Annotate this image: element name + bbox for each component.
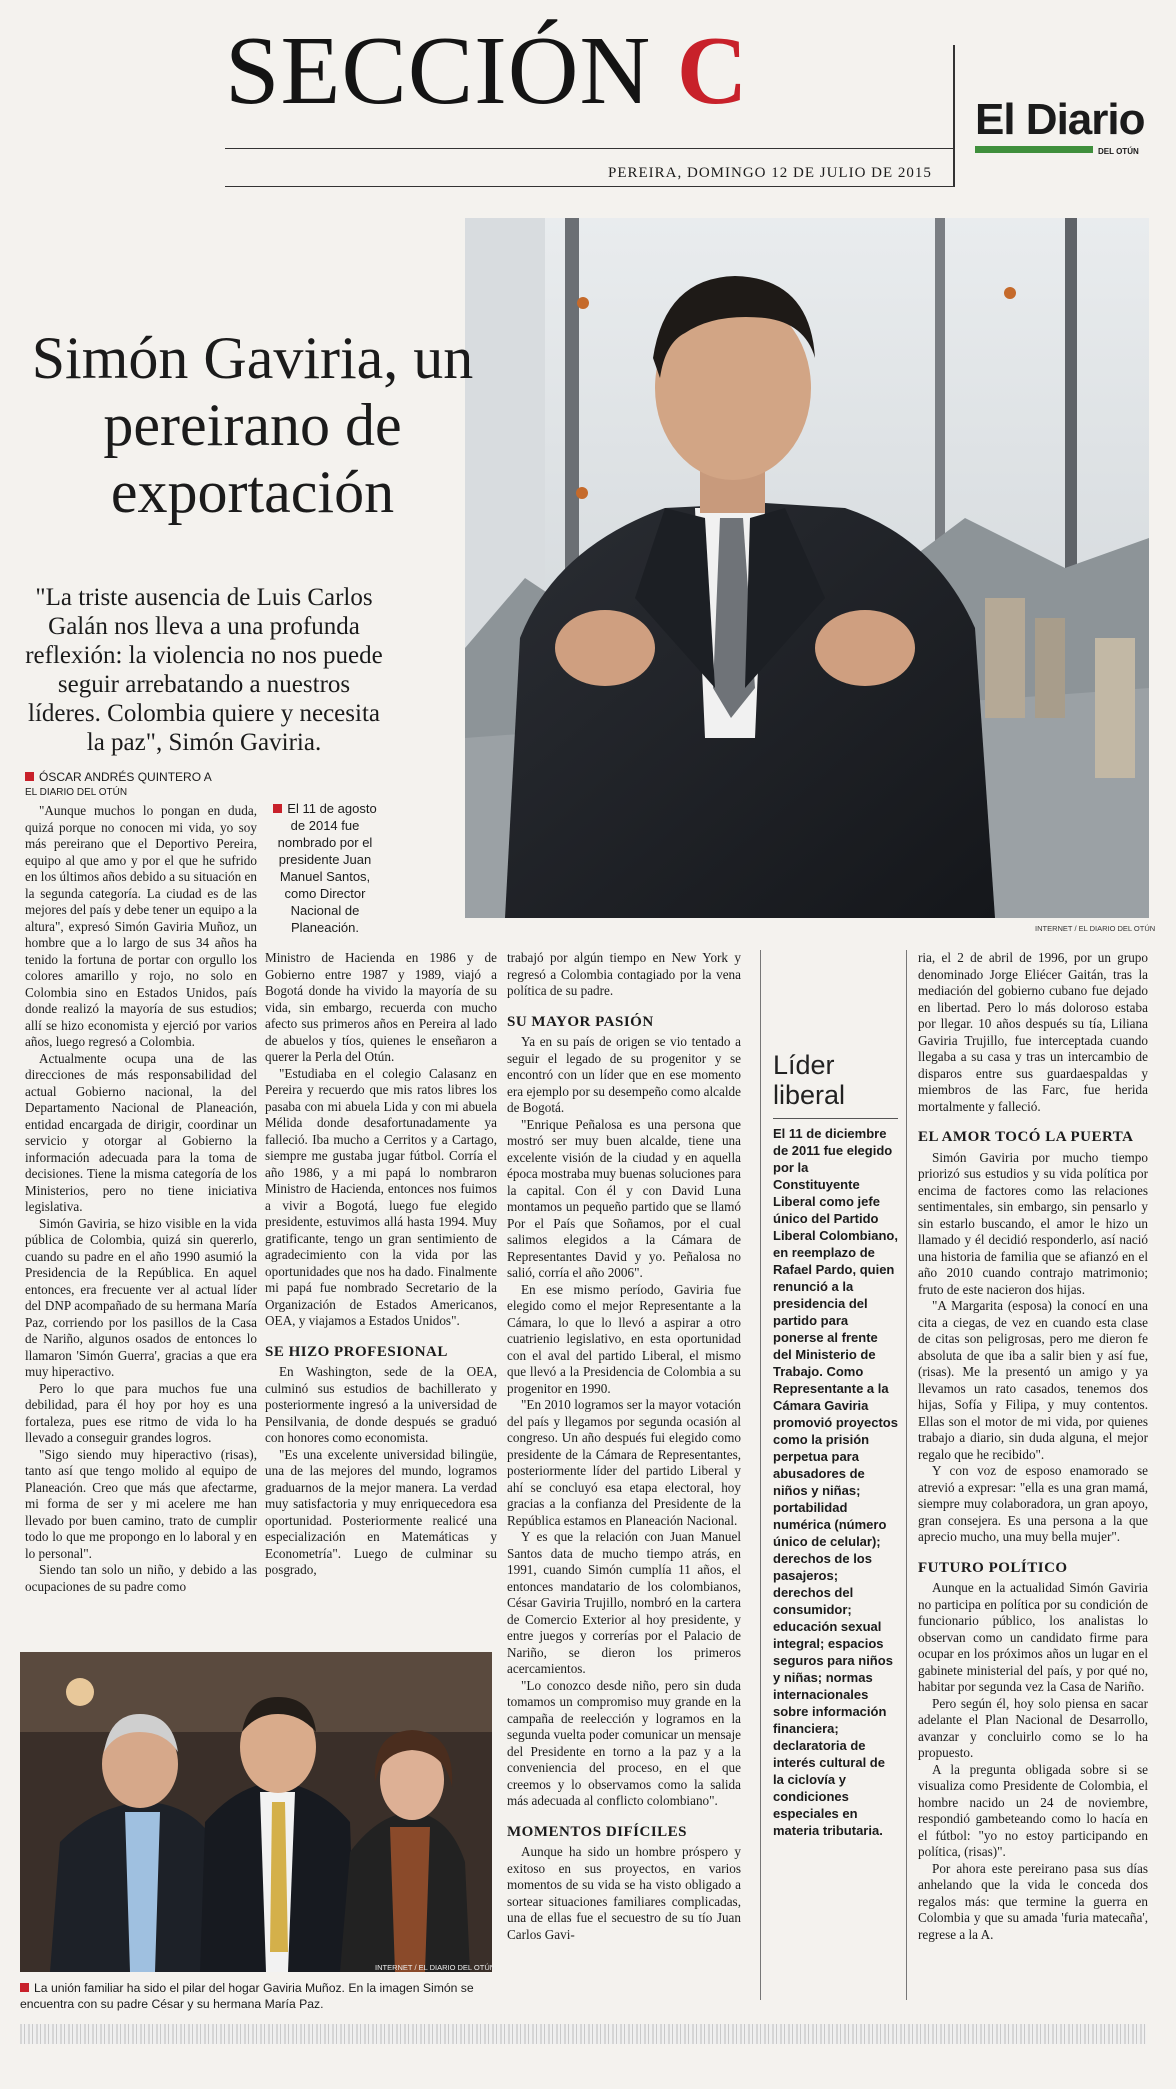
deck-quote: "La triste ausencia de Luis Carlos Galán nos lleva a una profunda reflexión: la violencia no nos puede seguir arrebatando a nuestros líderes. Colombia quiere y necesita la paz", Simón Gaviria.: [25, 584, 383, 756]
byline-outlet: EL DIARIO DEL OTÚN: [25, 787, 128, 798]
subheading-el-amor-toco-la-puerta: EL AMOR TOCÓ LA PUERTA: [918, 1129, 1134, 1145]
subheading-se-hizo-profesional: SE HIZO PROFESIONAL: [265, 1343, 448, 1360]
paragraph: Ministro de Hacienda en 1986 y de Gobierno entre 1987 y 1989, viajó a Bogotá donde ha vivido la mayoría de su vida, sin embargo, recuerda con mucho afecto sus primeros años en Pereira al lado de abuelos y tíos, quienes le enseñaron a querer la Perla del Otún.: [265, 950, 497, 1064]
subheading-momentos-dificiles: MOMENTOS DIFÍCILES: [507, 1823, 688, 1840]
main-photo: [465, 218, 1149, 918]
bullet-square-icon: [25, 772, 34, 781]
brand-subtitle: DEL OTÚN: [1098, 147, 1139, 156]
byline: [25, 770, 257, 785]
masthead-divider: [953, 45, 955, 187]
bullet-square-icon: [273, 804, 282, 813]
sidebar-divider: [773, 1118, 898, 1119]
dateline: PEREIRA, DOMINGO 12 DE JULIO DE 2015: [608, 165, 932, 181]
paragraph: Siendo tan solo un niño, y debido a las ocupaciones de su padre como: [25, 1562, 257, 1594]
main-photo-credit: INTERNET / EL DIARIO DEL OTÚN: [1035, 924, 1156, 933]
paragraph: trabajó por algún tiempo en New York y regresó a Colombia contagiado por la vena política de su padre.: [507, 950, 741, 998]
paragraph: Pero según él, hoy solo piensa en sacar adelante el Plan Nacional de Desarrollo, avanzar y concluirlo como se lo ha propuesto.: [918, 1695, 1148, 1760]
family-photo: [20, 1652, 492, 1972]
paragraph: Aunque en la actualidad Simón Gaviria no participa en política por su condición de funcionario público, los analistas lo observan como un candidato firme para ocupar en los próximos años un lugar en el gabinete ministerial del país, y por qué no, habitar por segunda vez la Casa de Nariño.: [918, 1580, 1148, 1694]
paragraph: "Sigo siendo muy hiperactivo (risas), tanto así que tengo molido al equipo de Planeación. Creo que más que afectarme, mi forma de ser y mi acelere me han llevado por buen camino, trato de cumplir todo lo que me propongo en lo laboral y en lo personal".: [25, 1446, 257, 1561]
sidebar-title: Líder liberal: [773, 1050, 846, 1110]
subheading-futuro-politico: FUTURO POLÍTICO: [918, 1559, 1068, 1576]
column-2: [265, 950, 497, 1579]
masthead-rule-bottom: [225, 186, 953, 187]
paragraph: Pero lo que para muchos fue una debilidad, para él hoy por hoy es una fortaleza, pues ese ritmo de vida lo ha llevado a conseguir grandes logros.: [25, 1380, 257, 1445]
paragraph: "A Margarita (esposa) la conocí en una cita a ciegas, de vez en cuando esta clase de citas son peligrosas, pero me dieron fe absoluta de que iba a salir bien y así fue, (risas). Me la presentó un amigo y ya llevamos un rato casados, tenemos dos hijas, Sofía y Filipa, y muy contentos. Ellas son el motor de mi vida, por quienes trabajo a diario, sin duda alguna, el mejor regalo que he recibido".: [918, 1298, 1148, 1462]
paragraph: En Washington, sede de la OEA, culminó sus estudios de bachillerato y posteriormente ingresó a la universidad de Pensilvania, de donde después se graduó con honores como economista.: [265, 1364, 497, 1445]
paragraph: "Lo conozco desde niño, pero sin duda tomamos un compromiso muy grande en la campaña de reelección y logramos en la segunda vuelta poder comunicar un mensaje del Presidente en torno a la paz y a la conveniencia del proceso, en el que creemos y lo observamos como la salida más adecuada al conflicto colombiano".: [507, 1677, 741, 1808]
caption-text: La unión familiar ha sido el pilar del hogar Gaviria Muñoz. En la imagen Simón se encuentra con su padre César y su hermana María Paz.: [20, 1981, 474, 2011]
paragraph: "Aunque muchos lo pongan en duda, quizá porque no conocen mi vida, yo soy más pereirano que el Deportivo Pereira, equipo al que amo y por el que he sufrido en los últimos años debido a su situación en la segunda categoría. La ciudad es de las mejores del país y debe tener un equipo a la altura", expresó Simón Gaviria Muñoz, un hombre que a lo largo de sus 34 años ha tenido la fortuna de portar con orgullo los colores amarillo y rojo, no solo en Colombia sino en Estados Unidos, país donde realizó la mayoría de sus estudios; allí se hizo economista y ejerció por varios años, luego regresó a Colombia.: [25, 803, 257, 1049]
subheading-su-mayor-pasion: SU MAYOR PASIÓN: [507, 1013, 654, 1030]
masthead-rule-top: [225, 148, 953, 149]
family-illustration: [20, 1652, 492, 1972]
brand-bar: [975, 146, 1093, 153]
column-1: [25, 770, 257, 1595]
paragraph: Simón Gaviria por mucho tiempo priorizó sus estudios y su vida política por encima de factores como las relaciones sentimentales, sin embargo, sin pensarlo y sin estarlo buscando, el amor le hizo un llamado y él decidió responderlo, así nació una historia de familia que se afianzó en el año 2010 cuando contrajo matrimonio; fruto de este nacieron dos hijas.: [918, 1149, 1148, 1297]
brand-logo: El Diario: [975, 95, 1145, 144]
section-masthead: [225, 17, 749, 125]
pull-quote-text: El 11 de agosto de 2014 fue nombrado por el presidente Juan Manuel Santos, como Director Nacional de Planeación.: [277, 801, 377, 935]
portrait-illustration: [465, 218, 1149, 918]
section-title: SECCIÓN: [225, 17, 652, 125]
paragraph: ria, el 2 de abril de 1996, por un grupo denominado Jorge Eliécer Gaitán, tras la mediación del gobierno cubano fue dejado en libertad. Pero lo más doloroso estaba por llegar. 10 años después su tía, Liliana Gaviria Trujillo, fue interceptada cuando llegaba a su casa y tras un intercambio de disparos entre sus guardaespaldas y miembros de las Farc, fue herida mortalmente y falleció.: [918, 950, 1148, 1114]
sidebar: [773, 1050, 898, 1839]
family-photo-credit: INTERNET / EL DIARIO DEL OTÚN: [375, 1963, 496, 1972]
paragraph: "Es una excelente universidad bilingüe, una de las mejores del mundo, logramos graduarnos de la mejor manera. La verdad muy satisfactoria y muy enriquecedora esa oportunidad. Posteriormente realicé una especialización en Matemáticas y Econometría". Luego de culminar su posgrado,: [265, 1446, 497, 1577]
paragraph: A la pregunta obligada sobre si se visualiza como Presidente de Colombia, el hombre nacido un 24 de noviembre, respondió gambeteando como lo hacía en el fútbol: "yo no estoy participando en política, (risas)".: [918, 1761, 1148, 1859]
paragraph: Por ahora este pereirano pasa sus días anhelando que la vida le conceda dos regalos más: que termine la guerra en Colombia y que su amada 'furia matecaña', regrese a la A.: [918, 1860, 1148, 1942]
byline-author: ÓSCAR ANDRÉS QUINTERO A: [39, 770, 212, 784]
paragraph: Simón Gaviria, se hizo visible en la vida pública de Colombia, quizá sin quererlo, cuando su padre en el año 1990 asumió la Presidencia de la República. En aquel entonces, era frecuente ver al actual líder del DNP acompañado de su hermana María Paz, corriendo por los pasillos de la Casa de Nariño, algunos osados de entonces lo llamaron 'Simón Guerra', gracias a que era muy hiperactivo.: [25, 1215, 257, 1379]
section-letter: C: [676, 17, 749, 125]
paragraph: Y es que la relación con Juan Manuel Santos data de mucho tiempo atrás, en 1991, cuando Simón cumplía 11 años, el entonces mandatario de los colombianos, César Gaviria Trujillo, nombró en la cartera de Comercio Exterior al hoy presidente, y entre juegos y correrías por el Palacio de Nariño, se dieron los primeros acercamientos.: [507, 1529, 741, 1676]
sidebar-text: El 11 de diciembre de 2011 fue elegido por la Constituyente Liberal como jefe único del Partido Liberal Colombiano, en reemplazo de Rafael Pardo, quien renunció a la presidencia del partido para ponerse al frente del Ministerio de Trabajo. Como Representante a la Cámara Gaviria promovió proyectos como la prisión perpetua para abusadores de niños y niñas; portabilidad numérica (número único de celular); derechos de los pasajeros; derechos del consumidor; educación sexual integral; espacios seguros para niños y niñas; normas internacionales sobre información financiera; declaratoria de interés cultural de la ciclovía y condiciones especiales en materia tributaria.: [773, 1126, 898, 1838]
paragraph: "En 2010 logramos ser la mayor votación del país y llegamos por segunda ocasión al congreso. Un año después fui elegido como presidente de la Cámara de Representantes, posteriormente líder del partido Liberal y ahí se concluyó esa etapa electoral, hoy gracias a la confianza del Presidente de la República estamos en Planeación Nacional.: [507, 1397, 741, 1528]
paragraph: En ese mismo período, Gaviria fue elegido como el mejor Representante a la Cámara, lo que lo llevó a aspirar a otro cuatrienio legislativo, en esta oportunidad con el aval del partido Liberal, el mismo que llevó a la Presidencia de Colombia a su progenitor en 1990.: [507, 1281, 741, 1396]
paragraph: Y con voz de esposo enamorado se atrevió a expresar: "ella es una gran mamá, siempre muy colaboradora, un gran apoyo, gran consejera. Es una persona a la que aprecio mucho, una muy bella mujer".: [918, 1463, 1148, 1544]
family-photo-caption: [20, 1980, 492, 2012]
column-5: [918, 950, 1148, 1943]
sidebar-rule-right: [906, 950, 907, 2000]
paragraph: Ya en su país de origen se vio tentado a seguir el legado de su progenitor y se encontró con un líder que en ese momento era ejemplo por su desempeño como alcalde de Bogotá.: [507, 1034, 741, 1115]
column-3: [507, 950, 741, 1943]
paragraph: Actualmente ocupa una de las direcciones de más responsabilidad del actual Gobierno nacional, la del Departamento Nacional de Planeación, entidad encargada de dirigir, coordinar un servicio y otorgar al Gobierno la información adecuada para la toma de decisiones. Tiene la misma categoría de los Ministerios, pero no tiene iniciativa legislativa.: [25, 1050, 257, 1214]
bullet-square-icon: [20, 1983, 29, 1992]
sidebar-rule-left: [760, 950, 761, 2000]
footer-band: [20, 2024, 1146, 2044]
pull-quote: [270, 800, 380, 936]
paragraph: "Enrique Peñalosa es una persona que mostró ser muy buen alcalde, tiene una excelente visión de la ciudad y en aquella época mostraba muy buenas soluciones para la capital. Con él y con David Luna montamos un pequeño partido que se llamó Por el País que Soñamos, por el cual salimos elegidos a la Cámara de Representantes David y yo. Peñalosa no salió, corría el año 2006".: [507, 1116, 742, 1280]
headline: Simón Gaviria, un pereirano de exportación: [31, 325, 474, 525]
paragraph: Aunque ha sido un hombre próspero y exitoso en sus proyectos, en varios momentos de su vida se ha visto obligado a sortear situaciones familiares complicadas, una de ellas fue el secuestro de su tío Juan Carlos Gavi-: [507, 1844, 741, 1942]
paragraph: "Estudiaba en el colegio Calasanz en Pereira y recuerdo que mis ratos libres los pasaba con mi abuela Lida y con mi abuela Mélida donde desafortunadamente ya falleció. Iba mucho a Cerritos y a Cartago, siempre me gustaba jugar fútbol. Corría el año 1986, y a mi papá lo nombraron Ministro de Hacienda, entonces nos fuimos a vivir a Bogotá, luego fue elegido presidente, estuvimos allá hasta 1994. Muy gratificante, tengo un gran sentimiento de agradecimiento con la vida por las oportunidades que nos ha dado. Finalmente mi papá fue nombrado Secretario de la Organización de Estados Americanos, OEA, y viajamos a Estados Unidos".: [265, 1065, 497, 1328]
